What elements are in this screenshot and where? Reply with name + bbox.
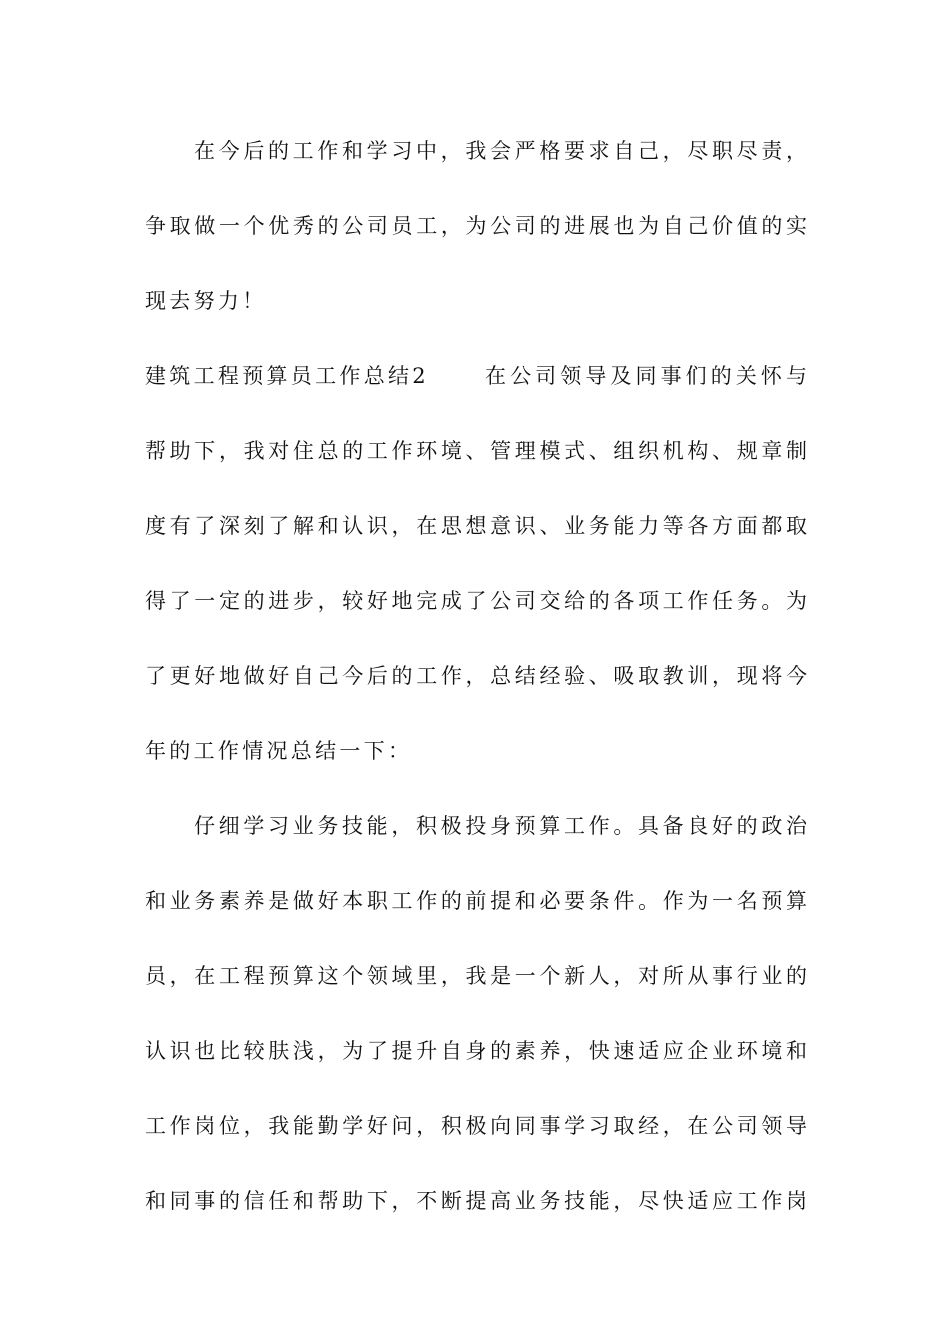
paragraph-line: 员，在工程预算这个领域里，我是一个新人，对所从事行业的: [145, 964, 807, 988]
paragraph-line: 得了一定的进步，较好地完成了公司交给的各项工作任务。为: [145, 589, 807, 613]
paragraph-line: 仔细学习业务技能，积极投身预算工作。具备良好的政治: [194, 814, 807, 838]
paragraph-line: 和业务素养是做好本职工作的前提和必要条件。作为一名预算: [145, 889, 807, 913]
paragraph-line: 争取做一个优秀的公司员工，为公司的进展也为自己价值的实: [145, 214, 807, 238]
paragraph-line: 认识也比较肤浅，为了提升自身的素养，快速适应企业环境和: [145, 1039, 807, 1063]
paragraph-line: 在今后的工作和学习中，我会严格要求自己，尽职尽责，: [194, 139, 807, 163]
paragraph-line: 年的工作情况总结一下：: [145, 739, 413, 763]
paragraph-line: 在公司领导及同事们的关怀与: [485, 364, 807, 388]
paragraph-line: 和同事的信任和帮助下，不断提高业务技能，尽快适应工作岗: [145, 1189, 807, 1213]
paragraph-line: 度有了深刻了解和认识，在思想意识、业务能力等各方面都取: [145, 514, 807, 538]
section-heading-row: [145, 356, 807, 396]
section-heading: 建筑工程预算员工作总结2: [145, 364, 429, 388]
paragraph-line: 工作岗位，我能勤学好问，积极向同事学习取经，在公司领导: [145, 1114, 807, 1138]
paragraph-line: 帮助下，我对住总的工作环境、管理模式、组织机构、规章制: [145, 439, 807, 463]
paragraph-line: 了更好地做好自己今后的工作，总结经验、吸取教训，现将今: [145, 664, 807, 688]
paragraph-line: 现去努力！: [145, 289, 267, 313]
